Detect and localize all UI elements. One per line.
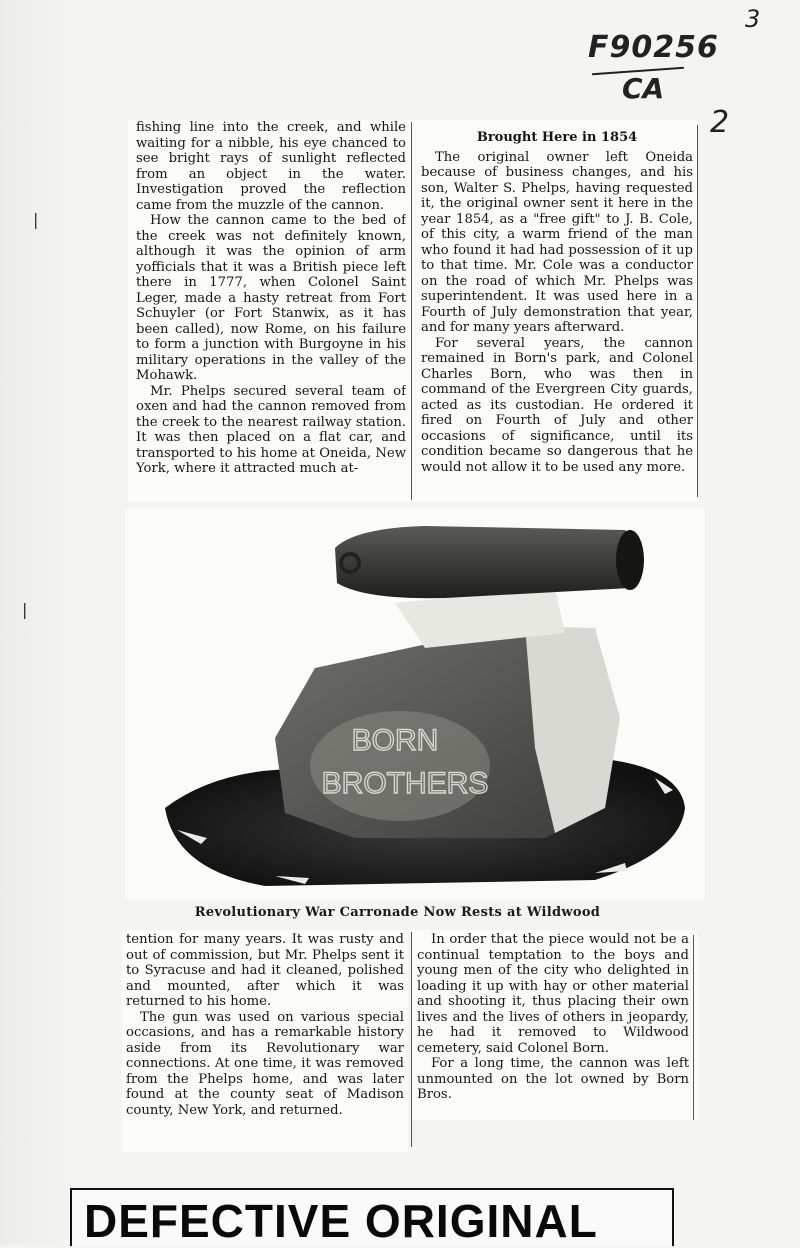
column-divider [411,932,412,1147]
stone-inscription-line2: BROTHERS [321,767,489,800]
handwritten-page-number: 3 [745,5,761,33]
column-top-right [421,130,693,502]
margin-mark: | [22,600,28,619]
photo-caption: Revolutionary War Carronade Now Rests at Wildwood [194,905,601,920]
paragraph: Mr. Phelps secured several team of oxen and had the cannon removed from the creek to the nearest railway station. It was then placed on a flat car, and transported to his home at Oneida, New York, where it attracted much at- [136,383,406,476]
paragraph: How the cannon came to the bed of the creek was not definitely known, although it was the opinion of arm yofficials that it was a British piece left there in 1777, when Colonel Saint Leger, made a hasty retreat from Fort Schuyler (or Fort Stanwix, as it has been called), now Rome, on his failure to form a junction with Burgoyne in his military operations in the valley of the Mohawk. [136,213,406,383]
clip-edge [697,125,698,497]
column-bottom-left [126,932,404,1148]
column-bottom-right [417,932,689,1122]
column-divider [411,122,412,500]
handwritten-catalog-suffix: CA [622,72,665,105]
column-top-left [136,120,406,504]
cannon-barrel [335,526,636,598]
paragraph: fishing line into the creek, and while waiting for a nibble, his eye chanced to see bright rays of sunlight reflected from an object in the water. Investigation proved the reflection came from the muzzle of the cannon. [136,120,406,213]
paragraph: tention for many years. It was rusty and out of commission, but Mr. Phelps sent it to Syracuse and had it cleaned, polished and mounted, after which it was returned to his home. [126,932,404,1009]
stamp-text: DEFECTIVE ORIGINAL [84,1195,598,1247]
scan-margin [0,0,82,1245]
handwritten-clip-number: 2 [710,105,730,140]
margin-mark: | [33,210,39,229]
section-heading: Brought Here in 1854 [476,130,638,145]
paragraph: The gun was used on various special occasions, and has a remarkable history aside from its Revolutionary war connections. At one time, it was removed from the Phelps home, and was later found at the county seat of Madison county, New York, and returned. [126,1009,404,1118]
clip-edge [693,935,694,1120]
paragraph: For a long time, the cannon was left unmounted on the lot owned by Born Bros. [417,1056,689,1102]
stone-inscription-line1: BORN [351,724,439,757]
cannon-photo-image [125,508,705,900]
paragraph: For several years, the cannon remained in Born's park, and Colonel Charles Born, who was then in command of the Evergreen City guards, acted as its custodian. He ordered it fired on Fourth of July and other occasions of significance, until its condition became so dangerous that he would not allow it to be used any more. [421,335,693,475]
handwritten-catalog-code: F90256 [588,30,719,65]
paragraph: The original owner left Oneida because of business changes, and his son, Walter S. Phelps, having requested it, the original owner sent it here in the year 1854, as a "free gift" to J. B. Cole, of this city, a warm friend of the man who found it had had possession of it up to that time. Mr. Cole was a conductor on the road of which Mr. Phelps was superintendent. It was used here in a Fourth of July demonstration that year, and for many years afterward. [421,149,693,335]
paragraph: In order that the piece would not be a continual temptation to the boys and young men of the city who delighted in loading it up with hay or other material and shooting it, thus placing their own lives and the lives of others in jeopardy, he had it removed to Wildwood cemetery, said Colonel Born. [417,932,689,1056]
defective-original-stamp [70,1188,674,1246]
cannon-photograph [125,508,705,900]
